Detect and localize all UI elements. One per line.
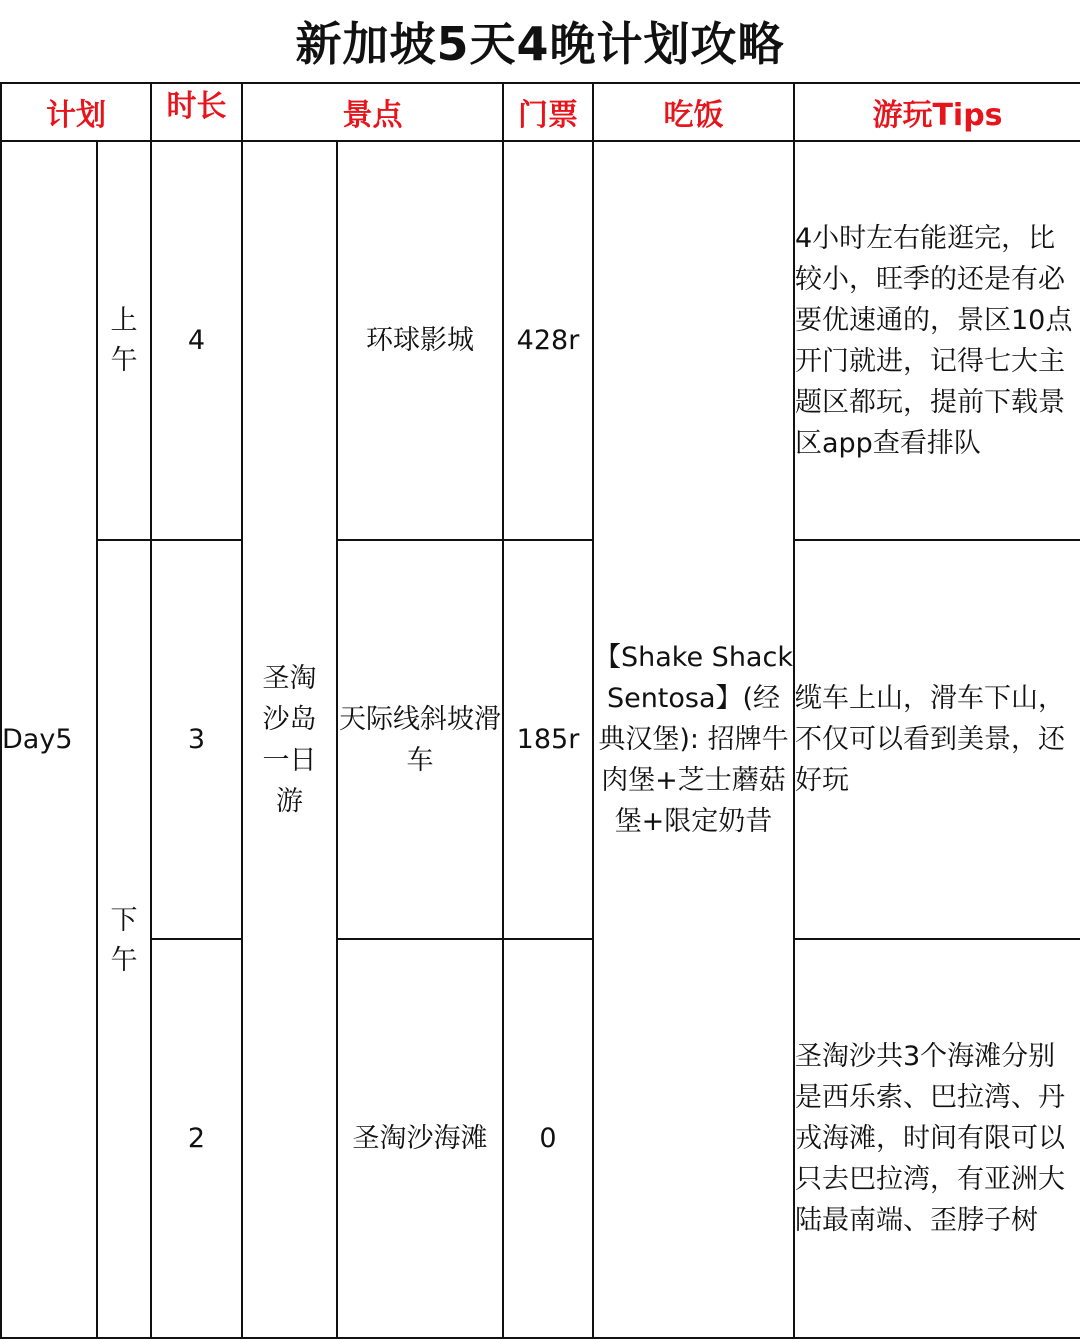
ticket-cell: 0 bbox=[503, 939, 593, 1338]
table-row bbox=[1, 540, 1080, 939]
ticket-cell: 185r bbox=[503, 540, 593, 939]
tips-cell: 4小时左右能逛完，比较小，旺季的还是有必要优速通的，景区10点开门就进，记得七大主题区都玩，提前下载景区app查看排队 bbox=[794, 141, 1080, 540]
tips-cell: 圣淘沙共3个海滩分别是西乐索、巴拉湾、丹戎海滩，时间有限可以只去巴拉湾，有亚洲大陆最南端、歪脖子树 bbox=[794, 939, 1080, 1338]
header-ticket: 门票 bbox=[503, 83, 593, 141]
duration-cell: 3 bbox=[151, 540, 242, 939]
duration-cell: 4 bbox=[151, 141, 242, 540]
table-row bbox=[1, 939, 1080, 1338]
header-spot: 景点 bbox=[242, 83, 503, 141]
tips-cell: 缆车上山，滑车下山，不仅可以看到美景，还好玩 bbox=[794, 540, 1080, 939]
header-tips: 游玩Tips bbox=[794, 83, 1080, 141]
header-row bbox=[1, 83, 1080, 141]
area-cell: 圣淘沙岛一日游 bbox=[242, 141, 337, 1338]
itinerary-table bbox=[0, 82, 1080, 1339]
day-label: Day5 bbox=[1, 141, 97, 1338]
table-row bbox=[1, 141, 1080, 540]
period-afternoon: 下午 bbox=[97, 540, 151, 1338]
header-plan: 计划 bbox=[1, 83, 151, 141]
spot-cell: 天际线斜坡滑车 bbox=[337, 540, 503, 939]
header-food: 吃饭 bbox=[593, 83, 794, 141]
header-duration: 时长 bbox=[151, 83, 242, 141]
spot-cell: 环球影城 bbox=[337, 141, 503, 540]
spot-cell: 圣淘沙海滩 bbox=[337, 939, 503, 1338]
period-morning: 上午 bbox=[97, 141, 151, 540]
ticket-cell: 428r bbox=[503, 141, 593, 540]
duration-cell: 2 bbox=[151, 939, 242, 1338]
page-title: 新加坡5天4晚计划攻略 bbox=[295, 17, 785, 71]
food-cell: 【Shake Shack Sentosa】(经典汉堡): 招牌牛肉堡+芝士蘑菇堡+限定奶昔 bbox=[593, 141, 794, 1338]
